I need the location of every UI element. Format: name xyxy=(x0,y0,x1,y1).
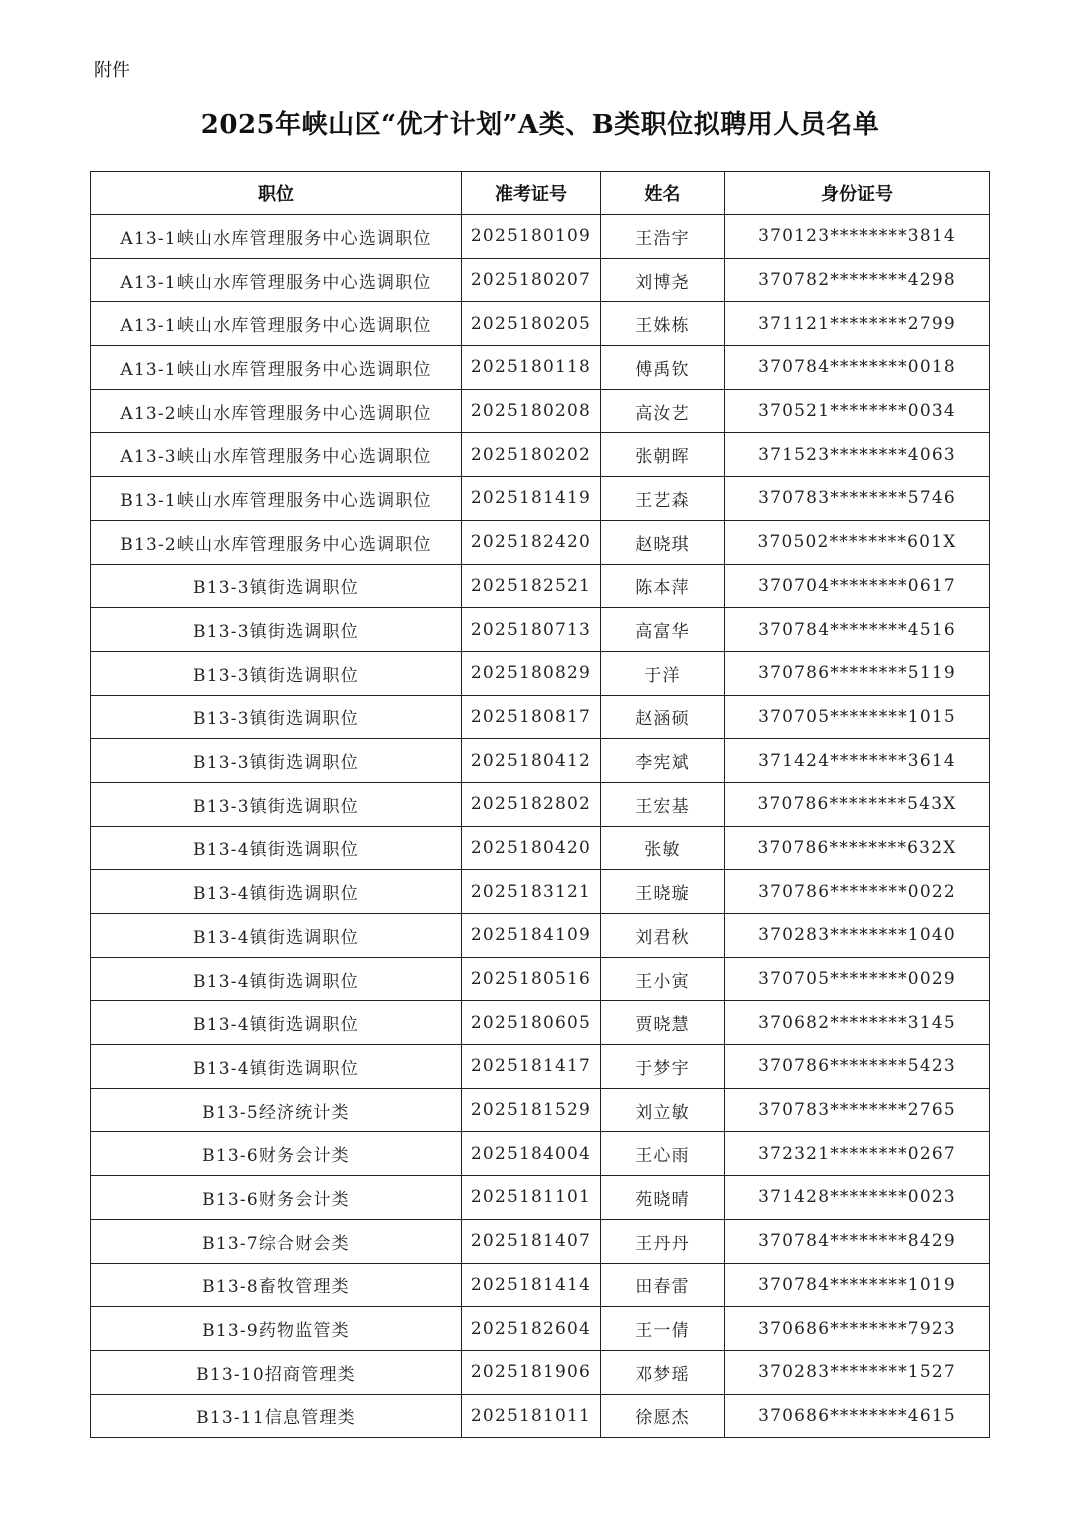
cell-name: 高富华 xyxy=(601,608,725,652)
cell-position: B13-11信息管理类 xyxy=(91,1394,462,1438)
cell-id-number: 370705********0029 xyxy=(725,957,990,1001)
cell-position: B13-6财务会计类 xyxy=(91,1176,462,1220)
cell-position: B13-4镇街选调职位 xyxy=(91,870,462,914)
cell-exam-number: 2025183121 xyxy=(462,870,601,914)
cell-position: A13-2峡山水库管理服务中心选调职位 xyxy=(91,389,462,433)
cell-exam-number: 2025182604 xyxy=(462,1307,601,1351)
cell-position: B13-2峡山水库管理服务中心选调职位 xyxy=(91,520,462,564)
cell-exam-number: 2025182521 xyxy=(462,564,601,608)
cell-name: 刘君秋 xyxy=(601,914,725,958)
cell-exam-number: 2025180713 xyxy=(462,608,601,652)
table-row xyxy=(91,1132,990,1176)
cell-position: B13-9药物监管类 xyxy=(91,1307,462,1351)
cell-id-number: 370783********2765 xyxy=(725,1088,990,1132)
cell-id-number: 370786********632X xyxy=(725,826,990,870)
cell-exam-number: 2025181101 xyxy=(462,1176,601,1220)
cell-position: B13-3镇街选调职位 xyxy=(91,695,462,739)
cell-position: B13-3镇街选调职位 xyxy=(91,564,462,608)
cell-exam-number: 2025180817 xyxy=(462,695,601,739)
attachment-label: 附件 xyxy=(94,60,130,81)
cell-name: 于洋 xyxy=(601,651,725,695)
cell-position: B13-8畜牧管理类 xyxy=(91,1263,462,1307)
cell-position: B13-6财务会计类 xyxy=(91,1132,462,1176)
cell-id-number: 370786********0022 xyxy=(725,870,990,914)
cell-exam-number: 2025181529 xyxy=(462,1088,601,1132)
cell-exam-number: 2025180412 xyxy=(462,739,601,783)
cell-name: 刘博尧 xyxy=(601,258,725,302)
cell-name: 于梦宇 xyxy=(601,1045,725,1089)
cell-id-number: 370786********5423 xyxy=(725,1045,990,1089)
table-row xyxy=(91,826,990,870)
cell-position: B13-4镇街选调职位 xyxy=(91,914,462,958)
table-body xyxy=(91,215,990,1438)
table-row xyxy=(91,695,990,739)
cell-id-number: 370704********0617 xyxy=(725,564,990,608)
cell-position: B13-5经济统计类 xyxy=(91,1088,462,1132)
cell-exam-number: 2025180516 xyxy=(462,957,601,1001)
cell-position: B13-3镇街选调职位 xyxy=(91,739,462,783)
cell-id-number: 370784********8429 xyxy=(725,1219,990,1263)
cell-exam-number: 2025182420 xyxy=(462,520,601,564)
table-row xyxy=(91,1176,990,1220)
table-row xyxy=(91,520,990,564)
cell-exam-number: 2025180109 xyxy=(462,215,601,259)
cell-exam-number: 2025181906 xyxy=(462,1350,601,1394)
cell-exam-number: 2025180605 xyxy=(462,1001,601,1045)
cell-exam-number: 2025180829 xyxy=(462,651,601,695)
cell-name: 邓梦瑶 xyxy=(601,1350,725,1394)
cell-position: A13-1峡山水库管理服务中心选调职位 xyxy=(91,258,462,302)
cell-exam-number: 2025181419 xyxy=(462,477,601,521)
cell-id-number: 370783********5746 xyxy=(725,477,990,521)
hiring-roster-table xyxy=(90,171,990,1438)
table-row xyxy=(91,258,990,302)
cell-name: 张敏 xyxy=(601,826,725,870)
cell-position: B13-4镇街选调职位 xyxy=(91,1045,462,1089)
cell-name: 赵晓琪 xyxy=(601,520,725,564)
cell-name: 刘立敏 xyxy=(601,1088,725,1132)
cell-name: 王心雨 xyxy=(601,1132,725,1176)
table-row xyxy=(91,1394,990,1438)
table-row xyxy=(91,389,990,433)
cell-exam-number: 2025182802 xyxy=(462,782,601,826)
cell-id-number: 370686********7923 xyxy=(725,1307,990,1351)
cell-name: 张朝晖 xyxy=(601,433,725,477)
table-row xyxy=(91,477,990,521)
cell-exam-number: 2025181414 xyxy=(462,1263,601,1307)
cell-name: 王姝栋 xyxy=(601,302,725,346)
cell-position: B13-7综合财会类 xyxy=(91,1219,462,1263)
table-row xyxy=(91,1350,990,1394)
cell-id-number: 371428********0023 xyxy=(725,1176,990,1220)
cell-id-number: 371121********2799 xyxy=(725,302,990,346)
cell-name: 贾晓慧 xyxy=(601,1001,725,1045)
cell-exam-number: 2025181407 xyxy=(462,1219,601,1263)
table-row xyxy=(91,564,990,608)
cell-name: 田春雷 xyxy=(601,1263,725,1307)
header-id-number: 身份证号 xyxy=(725,172,990,215)
cell-position: B13-3镇街选调职位 xyxy=(91,782,462,826)
header-exam-number: 准考证号 xyxy=(462,172,601,215)
cell-position: A13-1峡山水库管理服务中心选调职位 xyxy=(91,215,462,259)
cell-id-number: 372321********0267 xyxy=(725,1132,990,1176)
cell-name: 王小寅 xyxy=(601,957,725,1001)
cell-id-number: 370283********1527 xyxy=(725,1350,990,1394)
cell-exam-number: 2025181417 xyxy=(462,1045,601,1089)
table-row xyxy=(91,1263,990,1307)
cell-position: B13-10招商管理类 xyxy=(91,1350,462,1394)
cell-exam-number: 2025180205 xyxy=(462,302,601,346)
cell-exam-number: 2025180420 xyxy=(462,826,601,870)
table-row xyxy=(91,651,990,695)
cell-name: 王丹丹 xyxy=(601,1219,725,1263)
table-row xyxy=(91,782,990,826)
cell-exam-number: 2025180202 xyxy=(462,433,601,477)
document-title: 2025年峡山区“优才计划”A类、B类职位拟聘用人员名单 xyxy=(200,110,880,140)
table-row xyxy=(91,957,990,1001)
table-header-row xyxy=(91,172,990,215)
cell-id-number: 370682********3145 xyxy=(725,1001,990,1045)
cell-name: 王宏基 xyxy=(601,782,725,826)
cell-position: A13-3峡山水库管理服务中心选调职位 xyxy=(91,433,462,477)
cell-position: B13-4镇街选调职位 xyxy=(91,957,462,1001)
cell-name: 苑晓晴 xyxy=(601,1176,725,1220)
cell-id-number: 370705********1015 xyxy=(725,695,990,739)
table-row xyxy=(91,1088,990,1132)
cell-id-number: 371424********3614 xyxy=(725,739,990,783)
cell-name: 王艺森 xyxy=(601,477,725,521)
cell-exam-number: 2025184004 xyxy=(462,1132,601,1176)
cell-position: A13-1峡山水库管理服务中心选调职位 xyxy=(91,302,462,346)
cell-id-number: 371523********4063 xyxy=(725,433,990,477)
cell-position: B13-4镇街选调职位 xyxy=(91,1001,462,1045)
table-row xyxy=(91,215,990,259)
cell-name: 王一倩 xyxy=(601,1307,725,1351)
cell-name: 高汝艺 xyxy=(601,389,725,433)
cell-id-number: 370784********1019 xyxy=(725,1263,990,1307)
cell-position: B13-4镇街选调职位 xyxy=(91,826,462,870)
cell-id-number: 370782********4298 xyxy=(725,258,990,302)
table-row xyxy=(91,1307,990,1351)
cell-id-number: 370521********0034 xyxy=(725,389,990,433)
cell-name: 徐愿杰 xyxy=(601,1394,725,1438)
cell-name: 王晓璇 xyxy=(601,870,725,914)
cell-name: 傅禹钦 xyxy=(601,346,725,390)
cell-id-number: 370502********601X xyxy=(725,520,990,564)
cell-position: B13-3镇街选调职位 xyxy=(91,651,462,695)
table-row xyxy=(91,433,990,477)
cell-id-number: 370123********3814 xyxy=(725,215,990,259)
cell-id-number: 370686********4615 xyxy=(725,1394,990,1438)
cell-id-number: 370784********4516 xyxy=(725,608,990,652)
cell-position: B13-1峡山水库管理服务中心选调职位 xyxy=(91,477,462,521)
table-row xyxy=(91,346,990,390)
cell-name: 李宪斌 xyxy=(601,739,725,783)
header-name: 姓名 xyxy=(601,172,725,215)
cell-id-number: 370283********1040 xyxy=(725,914,990,958)
cell-exam-number: 2025180118 xyxy=(462,346,601,390)
table-row xyxy=(91,870,990,914)
table-row xyxy=(91,608,990,652)
table-row xyxy=(91,914,990,958)
header-position: 职位 xyxy=(91,172,462,215)
cell-exam-number: 2025180207 xyxy=(462,258,601,302)
cell-name: 陈本萍 xyxy=(601,564,725,608)
cell-position: A13-1峡山水库管理服务中心选调职位 xyxy=(91,346,462,390)
table-row xyxy=(91,1001,990,1045)
cell-name: 王浩宇 xyxy=(601,215,725,259)
cell-exam-number: 2025181011 xyxy=(462,1394,601,1438)
table-row xyxy=(91,1045,990,1089)
cell-name: 赵涵硕 xyxy=(601,695,725,739)
cell-exam-number: 2025180208 xyxy=(462,389,601,433)
table-row xyxy=(91,302,990,346)
table-row xyxy=(91,739,990,783)
cell-exam-number: 2025184109 xyxy=(462,914,601,958)
cell-position: B13-3镇街选调职位 xyxy=(91,608,462,652)
cell-id-number: 370784********0018 xyxy=(725,346,990,390)
cell-id-number: 370786********5119 xyxy=(725,651,990,695)
table-row xyxy=(91,1219,990,1263)
cell-id-number: 370786********543X xyxy=(725,782,990,826)
